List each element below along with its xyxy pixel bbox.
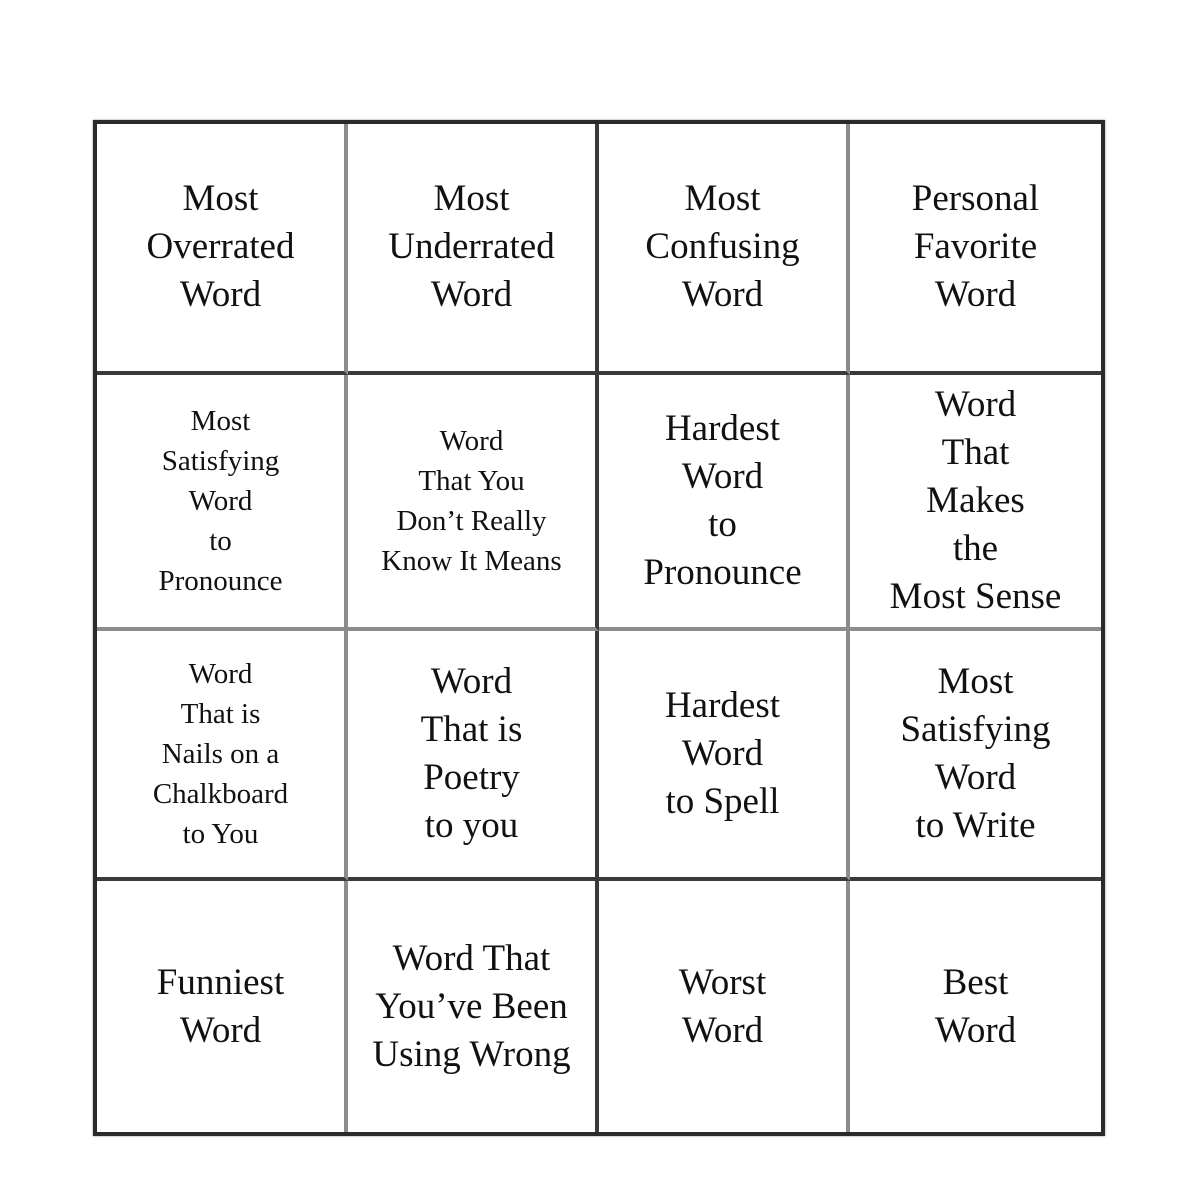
bingo-cell-6[interactable]: Word That You Don’t Really Know It Means — [348, 375, 599, 631]
bingo-cell-7[interactable]: Hardest Word to Pronounce — [599, 375, 850, 631]
bingo-cell-16[interactable]: Best Word — [934, 961, 1017, 1051]
bingo-cell-11[interactable]: Hardest Word to Spell — [599, 631, 850, 882]
bingo-board — [93, 120, 1105, 1136]
bingo-cell-10[interactable]: Word That is Poetry to you — [348, 631, 599, 882]
bingo-cell-12[interactable]: Most Satisfying Word to Write — [850, 631, 1101, 882]
bingo-cell-4[interactable]: Personal Favorite Word — [850, 124, 1101, 375]
bingo-cell-2[interactable]: Most Underrated Word — [348, 124, 599, 375]
bingo-cell-5[interactable]: Most Satisfying Word to Pronounce — [97, 375, 348, 631]
bingo-cell-13[interactable]: Funniest Word — [97, 881, 348, 1132]
bingo-cell-1[interactable]: Most Overrated Word — [97, 124, 348, 375]
bingo-cell-14[interactable]: Word That You’ve Been Using Wrong — [348, 881, 599, 1132]
bingo-cell-9[interactable]: Word That is Nails on a Chalkboard to You — [97, 631, 348, 882]
bingo-cell-3[interactable]: Most Confusing Word — [599, 124, 850, 375]
bingo-cell-15[interactable]: Worst Word — [599, 881, 850, 1132]
bingo-cell-8[interactable]: Word That Makes the Most Sense — [850, 375, 1101, 631]
